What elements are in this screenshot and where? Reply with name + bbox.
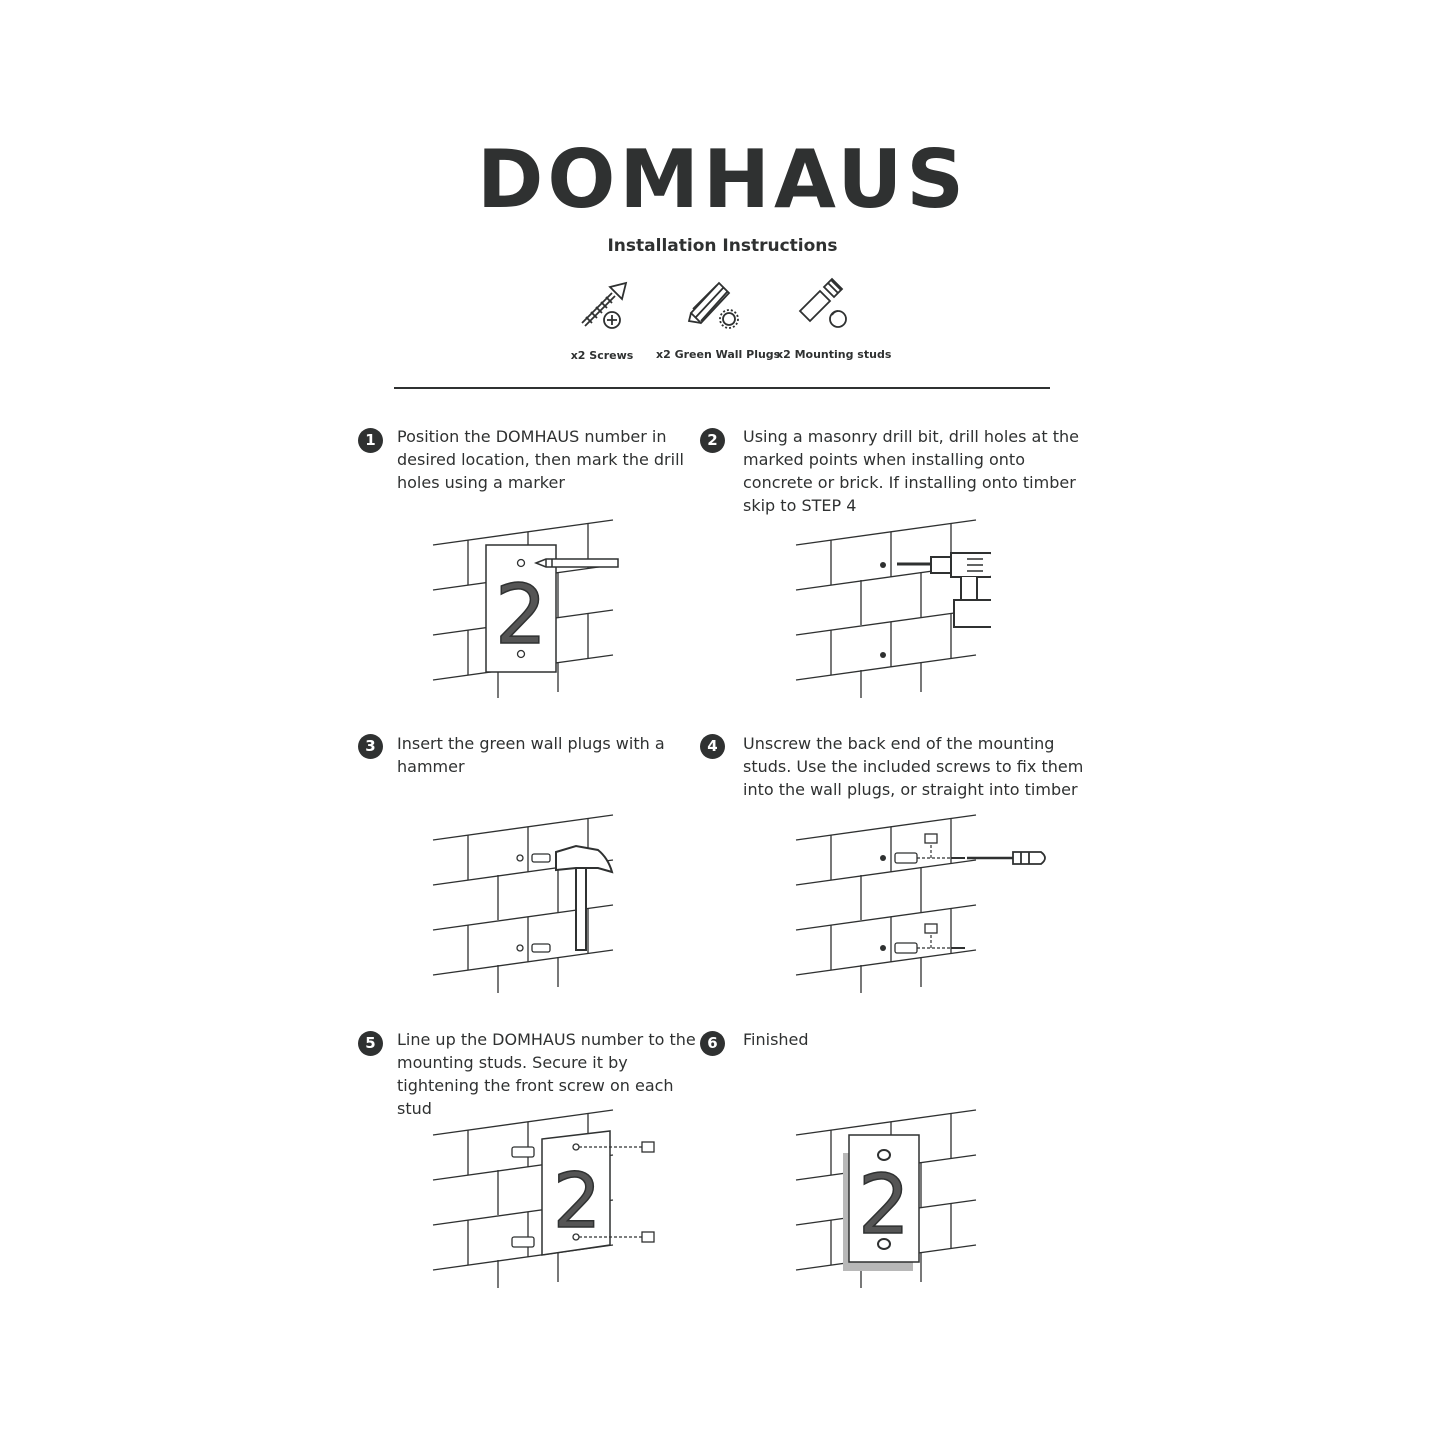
step-3-illustration	[428, 810, 628, 1000]
divider	[394, 387, 1050, 389]
component-label-mounting-studs: x2 Mounting studs	[776, 348, 892, 361]
brand-logo: DOMHAUS	[476, 133, 968, 226]
step-text-6: Finished	[743, 1030, 809, 1049]
wall-plug	[532, 944, 550, 952]
wall-plug-icon	[683, 275, 743, 335]
step-number-3: 3	[358, 734, 383, 759]
step-6-illustration	[791, 1105, 991, 1295]
drill-icon	[897, 553, 991, 627]
step-number-2: 2	[700, 428, 725, 453]
plate-digit: 2	[494, 568, 548, 663]
hammer-icon	[556, 846, 612, 950]
stud-front-screw	[642, 1142, 654, 1242]
mounting-stud	[512, 1147, 534, 1157]
brick-wall	[796, 520, 976, 698]
screw-icon	[951, 858, 965, 948]
plate-digit: 2	[552, 1156, 602, 1245]
step-text-5: Line up the DOMHAUS number to the mounting studs. Secure it by tightening the front screw on each stud	[397, 1030, 696, 1118]
mounting-stud	[895, 853, 917, 863]
step-1-illustration	[428, 515, 628, 705]
step-5-illustration	[428, 1105, 668, 1295]
component-label-wall-plugs: x2 Green Wall Plugs	[656, 348, 781, 361]
step-text-3: Insert the green wall plugs with a hammer	[397, 734, 665, 776]
step-2-illustration	[791, 515, 991, 705]
component-wall-plugs	[683, 275, 743, 339]
mounting-stud-icon	[796, 275, 856, 335]
wall-plug	[532, 854, 550, 862]
step-number-5: 5	[358, 1031, 383, 1056]
step-text-2: Using a masonry drill bit, drill holes at the marked points when installing onto concrete or brick. If installing onto timber skip to STEP 4	[743, 427, 1079, 515]
plate-digit: 2	[857, 1158, 911, 1253]
step-number-1: 1	[358, 428, 383, 453]
mounting-stud	[512, 1237, 534, 1247]
step-text-4: Unscrew the back end of the mounting studs. Use the included screws to fix them into the wall plugs, or straight into timber	[743, 734, 1084, 799]
step-number-4: 4	[700, 734, 725, 759]
step-4-illustration	[791, 810, 1061, 1000]
component-label-screws: x2 Screws	[570, 349, 634, 362]
step-text-1: Position the DOMHAUS number in desired location, then mark the drill holes using a marker	[397, 427, 684, 492]
screw-icon	[572, 275, 632, 335]
mounting-stud	[895, 943, 917, 953]
brick-wall	[796, 815, 976, 993]
component-mounting-studs	[796, 275, 856, 339]
step-number-6: 6	[700, 1031, 725, 1056]
page-subtitle: Installation Instructions	[607, 236, 838, 256]
component-screws	[572, 275, 632, 339]
marker-icon	[536, 559, 618, 567]
screwdriver-icon	[967, 852, 1045, 864]
